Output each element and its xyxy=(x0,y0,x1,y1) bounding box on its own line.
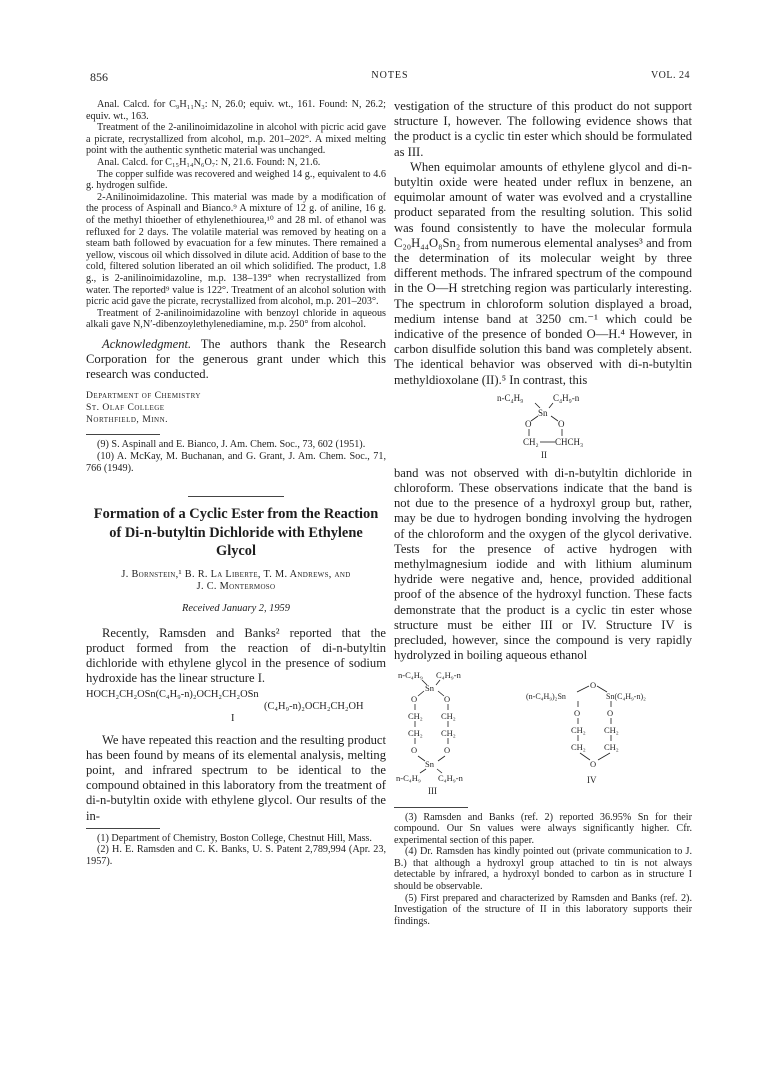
tin-atom-label: Sn xyxy=(538,407,548,418)
right-body-2 xyxy=(394,466,692,664)
methylene-label: CH₂ xyxy=(408,710,423,721)
paragraph: band was not observed with di-n-butyltin dichloride in chloroform. These observations indicate that the band is not due to the presence of a hydroxyl group but, rather, may be due to hydrogen bonding involving the hydrogen of the chloroform and the oxygen of the glycol derivative. Tests for the presence of active hydrogen with methylmagnesium iodide and with lithium aluminum hydride were negative and, hence, provided additional proof of the absence of the hydroxyl function. These facts demonstrate that the product is a cyclic tin ester whose structure must be either III or IV. Structure IV is precluded, however, since the compound is very rapidly hydrolyzed in boiling aqueous ethanol xyxy=(394,465,692,663)
footnote: (1) Department of Chemistry, Boston College, Chestnut Hill, Mass. xyxy=(97,832,372,844)
oxygen-label: O xyxy=(411,744,418,755)
running-header xyxy=(90,70,690,86)
footnote: (10) A. McKay, M. Buchanan, and G. Grant, J. Am. Chem. Soc., 71, 766 (1949). xyxy=(86,451,386,474)
acknowledgment-label: Acknowledgment. xyxy=(102,336,192,351)
methylene-label: CH₂ xyxy=(523,436,539,447)
acknowledgment xyxy=(86,337,386,383)
left-column xyxy=(86,99,386,868)
structure-III xyxy=(396,670,464,796)
address-line: St. Olaf College xyxy=(86,402,165,414)
tin-atom-label: Sn xyxy=(425,758,434,769)
methylene-label: CH₂ xyxy=(441,710,456,721)
footnotes xyxy=(394,812,692,928)
butyl-label: n-C₄H₉ xyxy=(396,772,421,783)
oxygen-label: O xyxy=(574,707,581,718)
paragraph: Treatment of 2-anilinoimidazoline with benzoyl chloride in aqueous alkali gave N,N′-dibenzoylethylenediamine, m.p. 250° from alcohol. xyxy=(86,307,386,331)
authors-line: J. C. Montermoso xyxy=(196,580,276,592)
previous-article-experimental xyxy=(86,99,386,331)
right-column xyxy=(394,99,692,927)
volume-label: VOL. 24 xyxy=(650,70,690,81)
structure-I-formula xyxy=(86,689,386,727)
dibutyltin-label: (n-C₄H₉)₂Sn xyxy=(526,691,566,701)
structure-IV xyxy=(526,680,646,785)
introduction xyxy=(86,626,386,687)
paragraph: Anal. Calcd. for C₉H₁₁N₃: N, 26.0; equiv. wt., 161. Found: N, 26.2; equiv. wt., 163. xyxy=(86,99,386,122)
page-number: 856 xyxy=(90,70,108,84)
footnotes xyxy=(86,833,386,868)
footnote: (9) S. Aspinall and E. Bianco, J. Am. Chem. Soc., 73, 602 (1951). xyxy=(97,439,366,451)
oxygen-label: O xyxy=(558,418,565,429)
paragraph: Anal. Calcd. for C₁₅H₁₄N₆O₇: N, 21.6. Found: N, 21.6. xyxy=(97,156,321,168)
acknowledgment-text: The authors thank the Research Corporation for the generous grant under which this research was conducted. xyxy=(86,336,386,382)
butyl-label: C₄H₉-n xyxy=(438,772,463,783)
previous-footnotes xyxy=(86,439,386,474)
received-date: Received January 2, 1959 xyxy=(182,602,290,614)
oxygen-label: O xyxy=(411,693,418,704)
oxygen-label: O xyxy=(590,758,597,769)
footnote: (2) H. E. Ramsden and C. K. Banks, U. S. Patent 2,789,994 (Apr. 23, 1957). xyxy=(86,844,386,867)
structure-label: II xyxy=(541,449,547,460)
paragraph: 2-Anilinoimidazoline. This material was made by a modification of the process of Aspinall and Bianco.⁹ A mixture of 12 g. of aniline, 16 g. of the methyl thioether of ethylenethiourea,¹⁰ and 28 ml. of ethanol was refluxed for 2 days. The volatile material was removed by heating on a steam bath followed by evacuation for a few minutes. There remained a yellow, viscous oil which dissolved in dilute acid. Addition of base to the cold, filtered solution liberated an oil which solidified. The product, 1.8 g., is 2-anilinoimidazoline, m.p. 138–139° when recrystallized from water. The reported⁹ value is 122°. Treatment of an alcohol solution with picric acid gave the picrate, recrystallized from alcohol, m.p. 201–203°. xyxy=(86,191,386,308)
butyl-label: C₄H₉-n xyxy=(436,669,461,680)
methylene-label: CH₂ xyxy=(441,727,456,738)
author-list xyxy=(92,569,380,593)
paragraph: When equimolar amounts of ethylene glycol and di-n-butyltin oxide were heated under reflux in benzene, an equimolar amount of water was evolved and a crystalline product separated from the resulting solution. This solid was found consistently to have the molecular formula C₂₀H₄₄O₈Sn₂ from numerous elemental analyses³ and from the determination of its molecular weight by three different methods. The infrared spectrum of the compound in the O—H stretching region was particularly interesting. The spectrum in chloroform solution displayed a broad, medium intense band at 3250 cm.⁻¹ which could be indicative of the presence of bonded O—H.⁴ However, in carbon disulfide solution this band was completely absent. The identical behavior was observed with di-n-butyltin methyldioxolane (II).⁵ In contrast, this xyxy=(394,159,692,387)
article-title: Formation of a Cyclic Ester from the Reaction of Di-n-butyltin Dichloride with Ethylene Glycol xyxy=(93,506,379,560)
article-separator xyxy=(188,496,284,497)
section-label: NOTES xyxy=(371,70,409,81)
affiliation-address xyxy=(86,390,386,426)
formula-line: (C₄H₉-n)₂OCH₂CH₂OH xyxy=(264,700,364,712)
methylene-label: CH₂ xyxy=(571,724,586,735)
address-line: Department of Chemistry xyxy=(86,390,201,402)
butyl-label: n-C₄H₉ xyxy=(398,669,423,680)
paragraph: Treatment of the 2-anilinoimidazoline in alcohol with picric acid gave a picrate, recrystallized from alcohol, m.p. 201–202°. A mixed melting point with the authentic synthetic material was unchanged. xyxy=(86,122,386,157)
structure-label: III xyxy=(428,785,437,796)
footnote-rule xyxy=(394,807,468,808)
methylene-label: CH₂ xyxy=(604,741,619,752)
butyl-label: n-C₄H₉ xyxy=(497,392,524,403)
methylene-label: CH₂ xyxy=(571,741,586,752)
footnote-rule xyxy=(86,434,160,435)
results-paragraph xyxy=(86,733,386,824)
paragraph: We have repeated this reaction and the resulting product has been found by means of its elemental analysis, melting point, and infrared spectrum to be identical to the compound obtained in this laboratory from the treatment of di-n-butyltin oxide with ethylene glycol. Our results of the in- xyxy=(86,732,386,823)
authors-line: J. Bornstein,¹ B. R. La Liberte, T. M. Andrews, and xyxy=(121,568,351,580)
right-body-1 xyxy=(394,99,692,388)
footnote: (3) Ramsden and Banks (ref. 2) reported 36.95% Sn for their compound. Our Sn values were always significantly higher. Cfr. experimental section of this paper. xyxy=(394,811,692,846)
structures-III-IV-diagram xyxy=(394,668,692,803)
butyl-label: C₄H₉-n xyxy=(553,392,580,403)
oxygen-label: O xyxy=(444,693,451,704)
methine-label: CHCH₃ xyxy=(555,436,584,447)
oxygen-label: O xyxy=(444,744,451,755)
formula-line: HOCH₂CH₂OSn(C₄H₉-n)₂OCH₂CH₂OSn xyxy=(86,688,259,700)
paragraph: vestigation of the structure of this product do not support structure I, however. The following evidence shows that the product is a cyclic tin ester which should be formulated as III. xyxy=(394,99,692,159)
oxygen-label: O xyxy=(607,707,614,718)
paragraph: The copper sulfide was recovered and weighed 14 g., equivalent to 4.6 g. hydrogen sulfide. xyxy=(86,168,386,192)
footnote: (5) First prepared and characterized by Ramsden and Banks (ref. 2). Investigation of the structure of II in this laboratory supports their findings. xyxy=(394,892,692,927)
address-line: Northfield, Minn. xyxy=(86,414,169,426)
footnote-rule xyxy=(86,828,160,829)
structure-II-diagram xyxy=(473,392,613,462)
methylene-label: CH₂ xyxy=(604,724,619,735)
methylene-label: CH₂ xyxy=(408,727,423,738)
oxygen-label: O xyxy=(525,418,532,429)
tin-atom-label: Sn xyxy=(425,682,434,693)
footnote: (4) Dr. Ramsden has kindly pointed out (private communication to J. B.) that although a hydroxyl group attached to tin is not always detectable by infrared, a hydroxyl bonded to carbon as in structure I should be observable. xyxy=(394,846,692,893)
oxygen-label: O xyxy=(590,679,597,690)
dibutyltin-label: Sn(C₄H₉-n)₂ xyxy=(606,691,646,701)
paragraph: Recently, Ramsden and Banks² reported that the product formed from the reaction of di-n-butyltin dichloride with ethylene glycol in the presence of sodium hydroxide has the linear structure I. xyxy=(86,625,386,686)
formula-label: I xyxy=(231,712,235,724)
structure-label: IV xyxy=(587,774,597,785)
